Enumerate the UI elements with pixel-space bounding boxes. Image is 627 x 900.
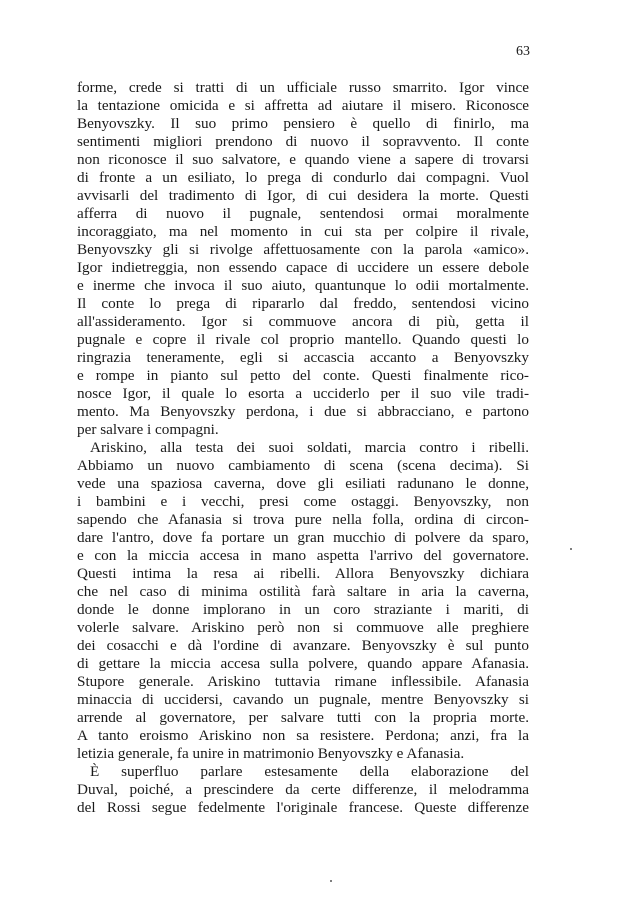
text-line: la tentazione omicida e si affretta ad aiutare il misero. Riconosce <box>77 97 529 114</box>
text-line: dare l'antro, dove fa portare un gran mucchio di polvere da sparo, <box>77 529 529 546</box>
scan-speck <box>570 548 572 550</box>
body-text <box>77 79 529 817</box>
text-line: arrende al governatore, per salvare tutti con la propria morte. <box>77 709 529 726</box>
text-line: i bambini e i vecchi, presi come ostaggi. Benyovszky, non <box>77 493 529 510</box>
text-line: di fronte a un esiliato, lo prega di condurlo dai compagni. Vuol <box>77 169 529 186</box>
text-line: Stupore generale. Ariskino tuttavia rimane inflessibile. Afanasia <box>77 673 529 690</box>
text-line: mento. Ma Benyovszky perdona, i due si abbracciano, e partono <box>77 403 529 420</box>
text-line: e con la miccia accesa in mano aspetta l'arrivo del governatore. <box>77 547 529 564</box>
text-line: Ariskino, alla testa dei suoi soldati, marcia contro i ribelli. <box>90 439 529 456</box>
text-line: forme, crede si tratti di un ufficiale russo smarrito. Igor vince <box>77 79 529 96</box>
text-line: sentimenti migliori prendono di nuovo il sopravvento. Il conte <box>77 133 529 150</box>
text-line: minaccia di uccidersi, cavando un pugnale, mentre Benyovszky si <box>77 691 529 708</box>
text-line: di gettare la miccia accesa sulla polvere, quando appare Afanasia. <box>77 655 529 672</box>
text-line: donde le donne implorano in un coro straziante i mariti, di <box>77 601 529 618</box>
text-line: per salvare i compagni. <box>77 421 219 438</box>
text-line: letizia generale, fa unire in matrimonio Benyovszky e Afanasia. <box>77 745 465 762</box>
text-line: A tanto eroismo Ariskino non sa resistere. Perdona; anzi, fra la <box>77 727 529 744</box>
text-line: del Rossi segue fedelmente l'originale francese. Queste differenze <box>77 799 529 816</box>
text-line: dei cosacchi e dà l'ordine di avanzare. Benyovszky è sul punto <box>77 637 529 654</box>
text-line: incoraggiato, ma nel momento in cui sta per colpire il rivale, <box>77 223 529 240</box>
text-line: non riconosce il suo salvatore, e quando viene a sapere di trovarsi <box>77 151 529 168</box>
text-line: e rompe in pianto sul petto del conte. Questi finalmente rico- <box>77 367 529 384</box>
text-line: e inerme che invoca il suo aiuto, quantunque lo odii mortalmente. <box>77 277 529 294</box>
scan-speck <box>330 880 332 882</box>
page-number: 63 <box>516 44 530 59</box>
text-line: È superfluo parlare estesamente della elaborazione del <box>90 763 529 780</box>
text-line: che nel caso di minima ostilità farà saltare in aria la caverna, <box>77 583 529 600</box>
text-line: pugnale e copre il rivale col proprio mantello. Quando questi lo <box>77 331 529 348</box>
text-line: afferra di nuovo il pugnale, sentendosi ormai moralmente <box>77 205 529 222</box>
text-line: Duval, poiché, a prescindere da certe differenze, il melodramma <box>77 781 529 798</box>
text-line: Abbiamo un nuovo cambiamento di scena (scena decima). Si <box>77 457 529 474</box>
text-line: all'assideramento. Igor si commuove ancora di più, getta il <box>77 313 529 330</box>
text-line: Benyovszky gli si rivolge affettuosamente con la parola «amico». <box>77 241 529 258</box>
text-line: Benyovszky. Il suo primo pensiero è quello di finirlo, ma <box>77 115 529 132</box>
text-line: avvisarli del tradimento di Igor, di cui desidera la morte. Questi <box>77 187 529 204</box>
text-line: Questi intima la resa ai ribelli. Allora Benyovszky dichiara <box>77 565 529 582</box>
text-line: sapendo che Afanasia si trova pure nella folla, ordina di circon- <box>77 511 529 528</box>
text-line: volerle salvare. Ariskino però non si commuove alle preghiere <box>77 619 529 636</box>
text-line: Il conte lo prega di ripararlo dal freddo, sentendosi vicino <box>77 295 529 312</box>
text-line: ringrazia teneramente, egli si accascia accanto a Benyovszky <box>77 349 529 366</box>
text-line: nosce Igor, il quale lo esorta a ucciderlo per il suo vile tradi- <box>77 385 529 402</box>
text-line: vede una spaziosa caverna, dove gli esiliati radunano le donne, <box>77 475 529 492</box>
text-line: Igor indietreggia, non essendo capace di uccidere un essere debole <box>77 259 529 276</box>
